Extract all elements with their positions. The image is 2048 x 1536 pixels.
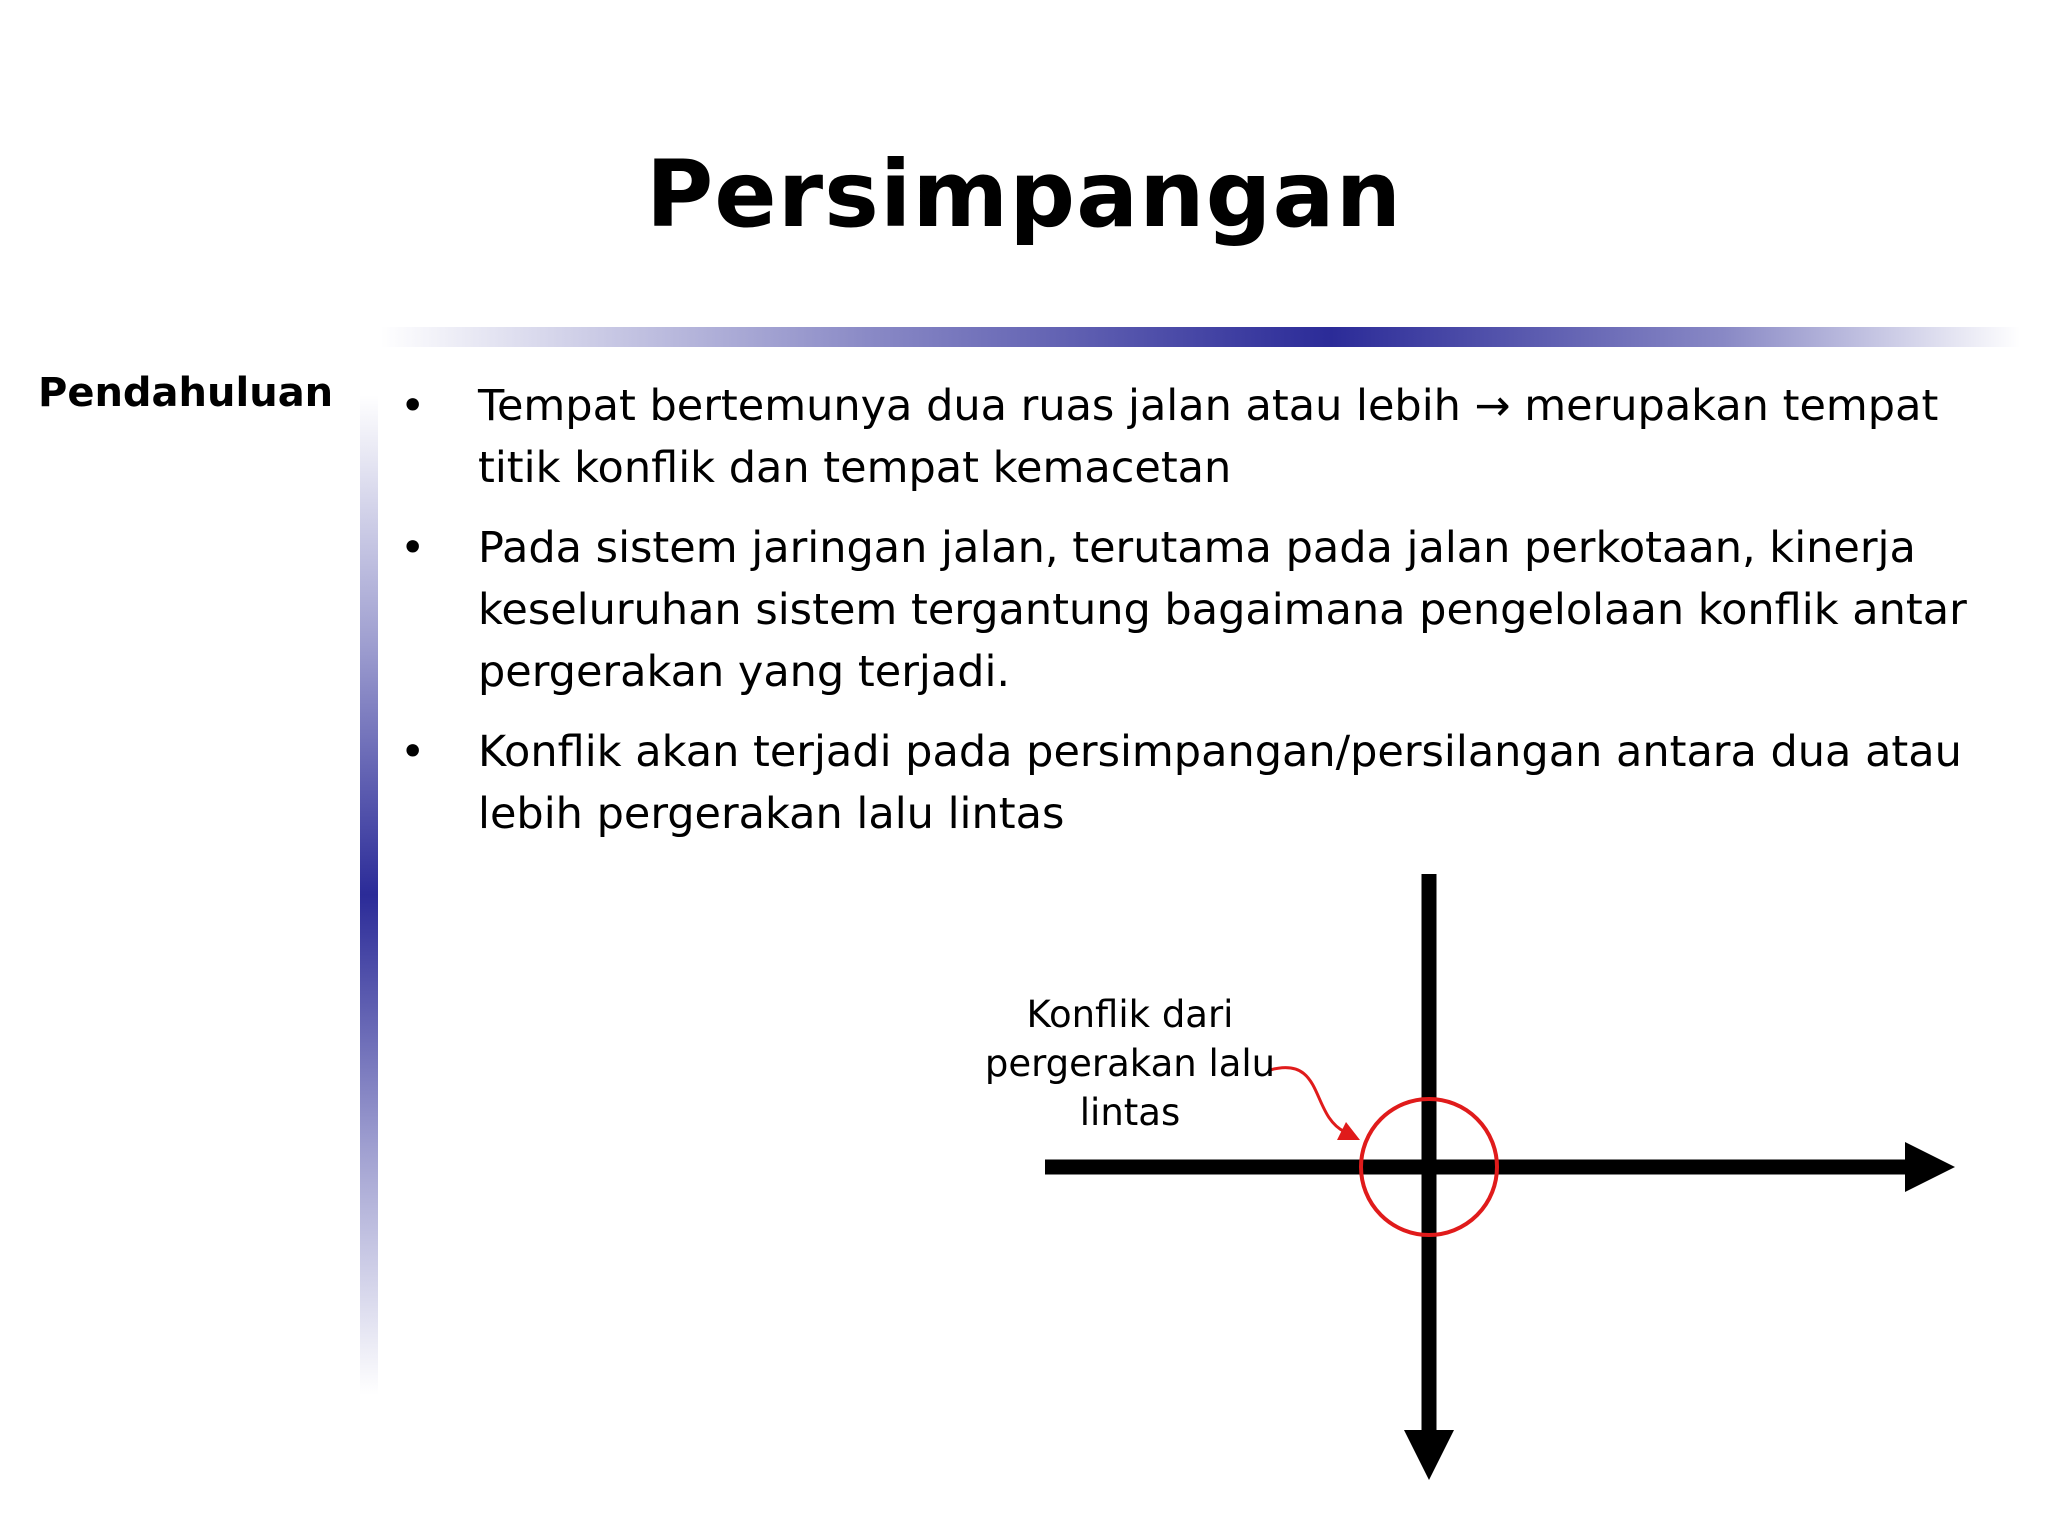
horizontal-divider xyxy=(380,327,2020,347)
arrow-right-icon xyxy=(1905,1142,1955,1192)
bullet-list xyxy=(400,375,1980,863)
bullet-text: Tempat bertemunya dua ruas jalan atau lebih → merupakan tempat titik konflik dan tempat kemacetan xyxy=(478,381,1939,493)
callout-label: Konflik dari pergerakan lalu lintas xyxy=(984,993,1276,1134)
bullet-item xyxy=(400,721,1980,845)
slide-title: Persimpangan xyxy=(645,141,1403,248)
bullet-text: Pada sistem jaringan jalan, terutama pada jalan perkotaan, kinerja keseluruhan sistem tergantung bagaimana pengelolaan konflik antar pergerakan yang terjadi. xyxy=(478,523,1967,697)
arrow-down-icon xyxy=(1404,1430,1454,1480)
section-label: Pendahuluan xyxy=(38,370,334,416)
intersection-diagram xyxy=(1040,870,1960,1490)
bullet-item xyxy=(400,375,1980,499)
bullet-item xyxy=(400,517,1980,703)
bullet-icon: • xyxy=(400,523,426,573)
bullet-icon: • xyxy=(400,727,426,777)
bullet-icon: • xyxy=(400,381,426,431)
vertical-divider xyxy=(360,395,378,1395)
bullet-text: Konflik akan terjadi pada persimpangan/persilangan antara dua atau lebih pergerakan lalu lintas xyxy=(478,727,1962,839)
